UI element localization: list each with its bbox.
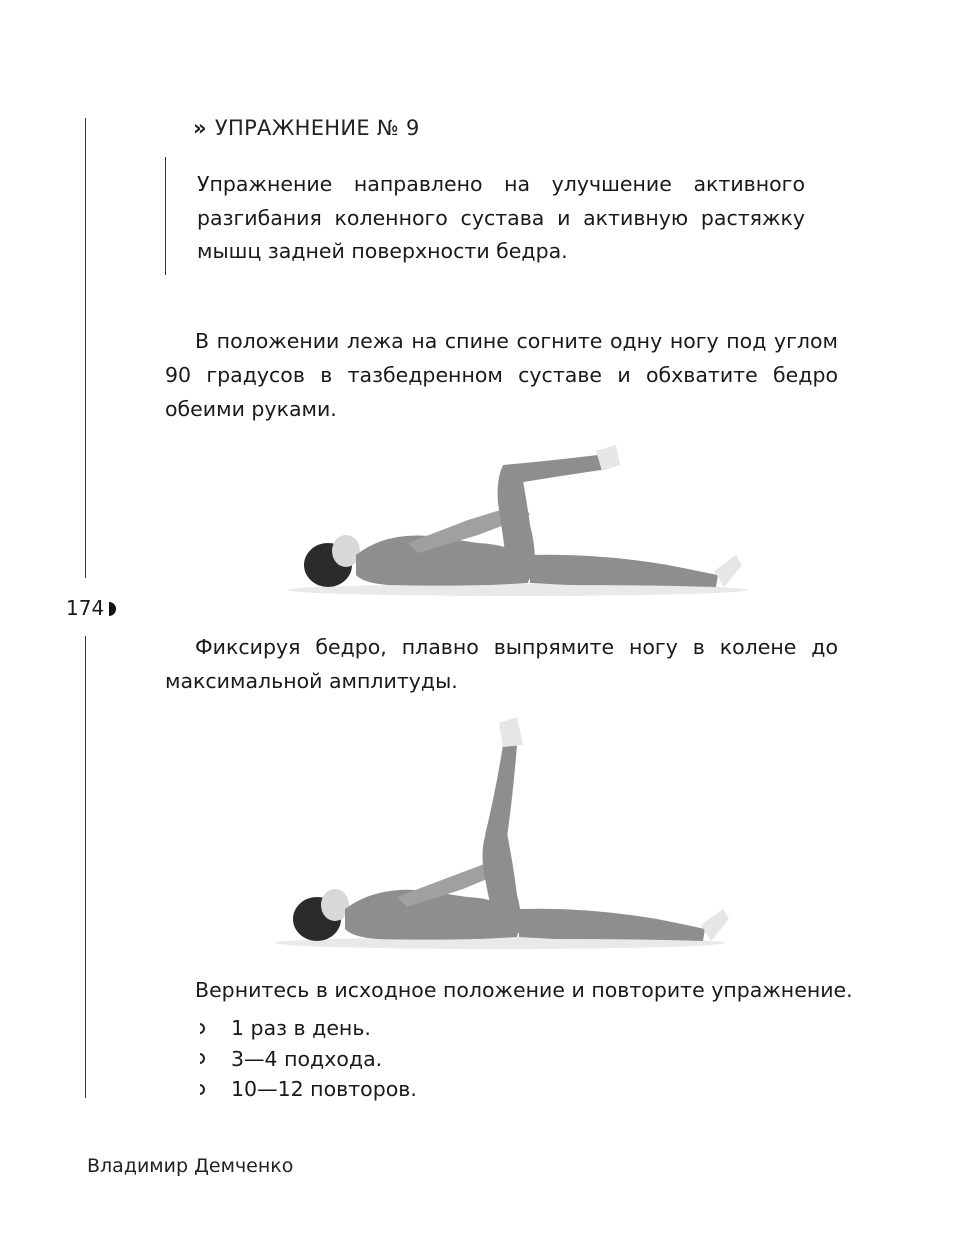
double-chevron-icon: » [193, 116, 207, 140]
list-item: 10—12 повторов. [194, 1074, 417, 1105]
list-item: 3—4 подхода. [194, 1044, 417, 1075]
exercise-photo-straight-leg [255, 705, 745, 955]
step-paragraph-1: В положении лежа на спине согните одну ногу под углом 90 градусов в тазбедренном суставе и обхватите бедро обеими руками. [165, 329, 838, 421]
page-number [66, 596, 116, 620]
step-paragraph-3: Вернитесь в исходное положение и повторите упражнение. [195, 978, 853, 1002]
author-footer: Владимир Демченко [87, 1155, 294, 1177]
exercise-title [193, 116, 420, 140]
intro-paragraph: Упражнение направлено на улучшение активного разгибания коленного сустава и активную растяжку мышц задней поверхности бедра. [197, 172, 805, 263]
intro-rule [165, 157, 166, 275]
half-circle-bullet-icon [194, 1053, 205, 1064]
exercise-title-text: УПРАЖНЕНИЕ № 9 [214, 116, 420, 140]
half-circle-bullet-icon [194, 1023, 205, 1034]
exercise-photo-bent-knee [268, 425, 768, 605]
half-circle-bullet-icon [194, 1084, 205, 1095]
page-number-text: 174 [66, 596, 105, 620]
margin-rule-bottom [85, 636, 86, 1098]
list-item: 1 раз в день. [194, 1013, 417, 1044]
dosage-list [194, 1013, 417, 1105]
half-moon-icon [109, 602, 116, 616]
step-paragraph-2: Фиксируя бедро, плавно выпрямите ногу в колене до максимальной амплитуды. [165, 635, 838, 693]
margin-rule-top [85, 118, 86, 578]
